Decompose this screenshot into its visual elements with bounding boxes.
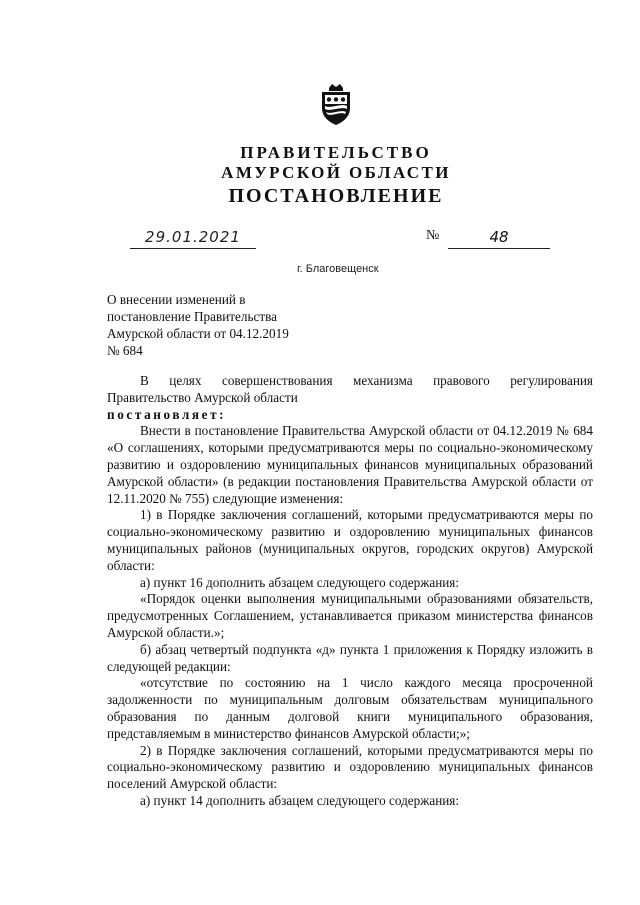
body-paragraph: Внести в постановление Правительства Амурской области от 04.12.2019 № 684 «О соглашениях, которыми предусматриваются меры по социально-экономическому развитию и оздоровлению муниципальных финансов муниципальных образований Амурской области» (в редакции постановления Правительства Амурской области от 12.11.2020 № 755) следующие изменения: xyxy=(107,423,593,506)
subject-line: О внесении изменений в xyxy=(107,292,246,307)
decides-word: постановляет: xyxy=(107,406,227,422)
subject-line: постановление Правительства xyxy=(107,309,278,324)
government-name-line2: АМУРСКОЙ ОБЛАСТИ xyxy=(221,163,451,182)
city-name: г. Благовещенск xyxy=(297,263,379,275)
preamble-paragraph: В целях совершенствования механизма правового регулирования Правительство Амурской области xyxy=(107,373,593,405)
subject-line: Амурской области от 04.12.2019 xyxy=(107,326,289,341)
body-paragraph: «отсутствие по состоянию на 1 число каждого месяца просроченной задолженности по муниципальным долговым обязательствам муниципального образования по данным долговой книги муниципального образования, представляемым в министерство финансов Амурской области;»; xyxy=(107,675,593,741)
body-paragraph: а) пункт 14 дополнить абзацем следующего содержания: xyxy=(140,792,460,808)
subject-line: № 684 xyxy=(107,343,143,358)
body-paragraph: б) абзац четвертый подпункта «д» пункта 1 приложения к Порядку изложить в следующей редакции: xyxy=(107,641,593,674)
document-body xyxy=(107,373,593,810)
document-type-title: ПОСТАНОВЛЕНИЕ xyxy=(228,185,444,207)
body-paragraph: 1) в Порядке заключения соглашений, которыми предусматриваются меры по социально-экономическому развитию и оздоровлению муниципальных финансов муниципальных районов (муниципальных округов, городских округов) Амурской области: xyxy=(107,507,593,573)
body-paragraph: «Порядок оценки выполнения муниципальными образованиями обязательств, предусмотренных Соглашением, устанавливается приказом министерства финансов Амурской области.»; xyxy=(107,591,593,640)
body-paragraph: а) пункт 16 дополнить абзацем следующего содержания: xyxy=(140,574,460,590)
body-paragraph: 2) в Порядке заключения соглашений, которыми предусматриваются меры по социально-экономическому развитию и оздоровлению муниципальных финансов поселений Амурской области: xyxy=(107,742,593,792)
number-label: № xyxy=(426,228,440,243)
document-date: 29.01.2021 xyxy=(130,228,256,249)
document-number: 48 xyxy=(448,228,550,249)
document-subject xyxy=(107,291,337,359)
government-name-line1: ПРАВИТЕЛЬСТВО xyxy=(240,143,432,162)
amur-region-coat-of-arms-icon xyxy=(318,82,354,126)
